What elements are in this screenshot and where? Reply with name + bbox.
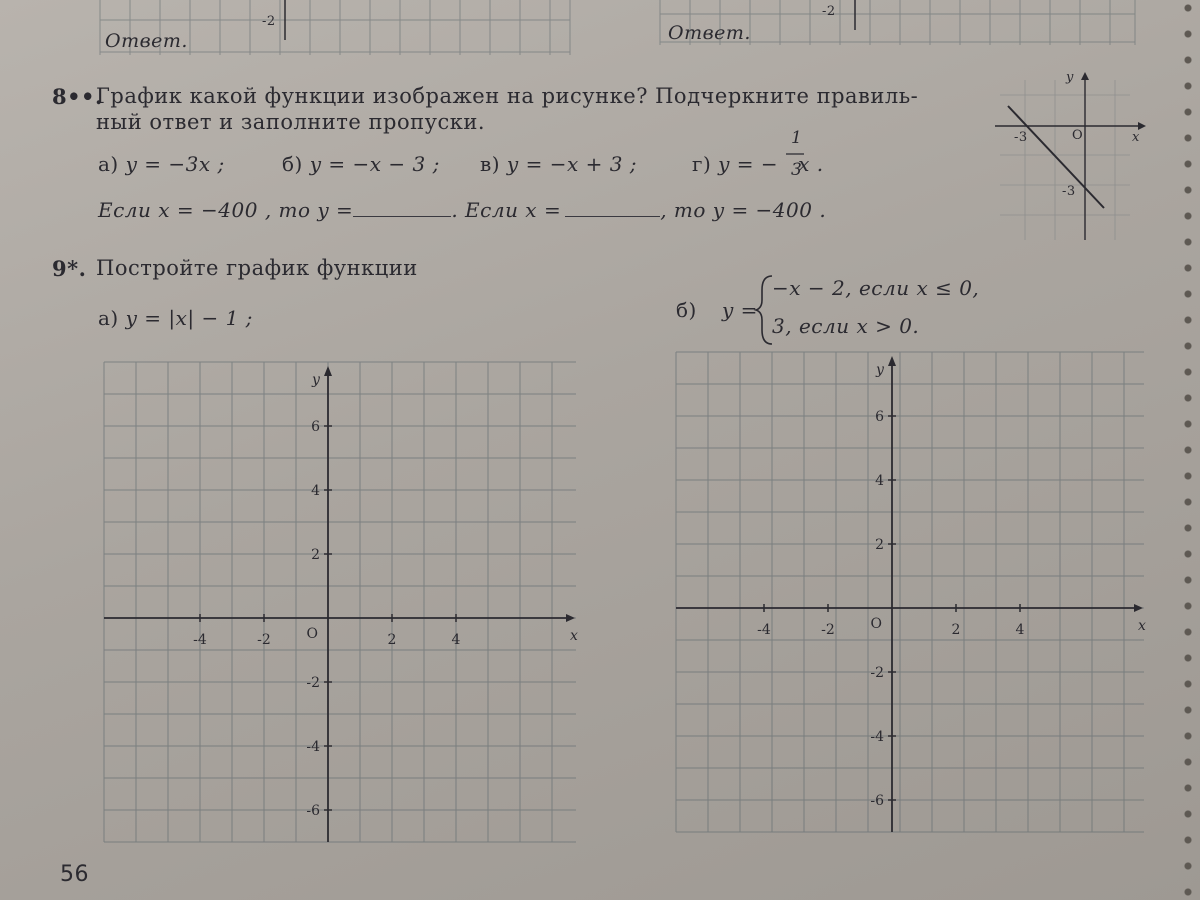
fill-part1: Если x = −400 , то y = — [98, 198, 354, 222]
option-a-label: а) — [98, 152, 119, 176]
task9-number: 9*. — [52, 256, 87, 281]
y-axis-label: y — [312, 372, 320, 388]
task8-fig-y-intercept: -3 — [1062, 184, 1076, 199]
task8-number: 8••. — [52, 84, 103, 109]
task8-fig-y-label: y — [1066, 70, 1074, 85]
x-tick-label: -2 — [821, 622, 835, 638]
x-axis-label: x — [1138, 618, 1146, 634]
option-d-frac-denominator: 3 — [791, 160, 802, 180]
y-tick-label: -2 — [870, 665, 884, 681]
task8-fig-x-intercept: -3 — [1014, 130, 1028, 145]
y-tick-label: 6 — [875, 409, 884, 425]
page-number: 56 — [60, 862, 89, 887]
top-tick-left: -2 — [262, 14, 276, 29]
y-tick-label: 4 — [311, 483, 320, 499]
x-tick-label: -2 — [257, 632, 271, 648]
y-tick-label: 2 — [875, 537, 884, 553]
x-tick-label: 2 — [951, 622, 961, 638]
task9-a-label: а) — [98, 306, 119, 330]
answer-label-left: Ответ. — [105, 30, 188, 52]
task9-b-lhs: y = — [722, 298, 758, 322]
y-tick-label: -6 — [306, 803, 320, 819]
y-tick-label: -4 — [870, 729, 884, 745]
option-b-label: б) — [282, 152, 303, 176]
y-axis-arrow — [888, 356, 896, 366]
task9-b-case1: −x − 2, если x ≤ 0, — [772, 276, 980, 300]
y-tick-label: 2 — [311, 547, 320, 563]
y-tick-label: -6 — [870, 793, 884, 809]
task9-b-case2: 3, если x > 0. — [772, 314, 920, 338]
x-tick-label: -4 — [193, 632, 207, 648]
origin-label: O — [306, 626, 318, 642]
task9-b-label: б) — [676, 298, 697, 322]
task9-title: Постройте график функции — [96, 256, 418, 280]
x-tick-label: 2 — [387, 632, 397, 648]
option-b-formula: y = −x − 3 ; — [309, 152, 440, 176]
task8-fig-origin: O — [1072, 128, 1084, 143]
origin-label: O — [870, 616, 882, 632]
task8-question-line1: График какой функции изображен на рисунке? Подчеркните правиль- — [96, 84, 919, 108]
option-a-formula: y = −3x ; — [125, 152, 225, 176]
option-d-formula-prefix: y = − — [718, 152, 779, 176]
y-tick-label: -4 — [306, 739, 320, 755]
x-tick-label: 4 — [451, 632, 461, 648]
top-tick-right: -2 — [822, 4, 836, 19]
option-d-label: г) — [692, 152, 712, 176]
answer-label-right: Ответ. — [668, 22, 751, 44]
option-d-formula-suffix: x . — [798, 152, 824, 176]
option-c-label: в) — [480, 152, 501, 176]
task8-fig-x-label: x — [1132, 130, 1140, 145]
option-d-frac-numerator: 1 — [791, 128, 802, 148]
x-axis-label: x — [570, 628, 578, 644]
x-tick-label: 4 — [1015, 622, 1025, 638]
y-tick-label: 6 — [311, 419, 320, 435]
task9-a-formula: y = |x| − 1 ; — [125, 306, 253, 330]
x-tick-label: -4 — [757, 622, 771, 638]
grid-lines — [676, 352, 1144, 832]
task8-question-line2: ный ответ и заполните пропуски. — [96, 110, 486, 134]
y-tick-label: 4 — [875, 473, 884, 489]
fill-part2: . Если x = — [451, 198, 562, 222]
y-axis-label: y — [876, 362, 884, 378]
x-axis-arrow — [1134, 604, 1143, 612]
y-tick-label: -2 — [306, 675, 320, 691]
fill-part3: , то y = −400 . — [660, 198, 827, 222]
option-c-formula: y = −x + 3 ; — [506, 152, 638, 176]
